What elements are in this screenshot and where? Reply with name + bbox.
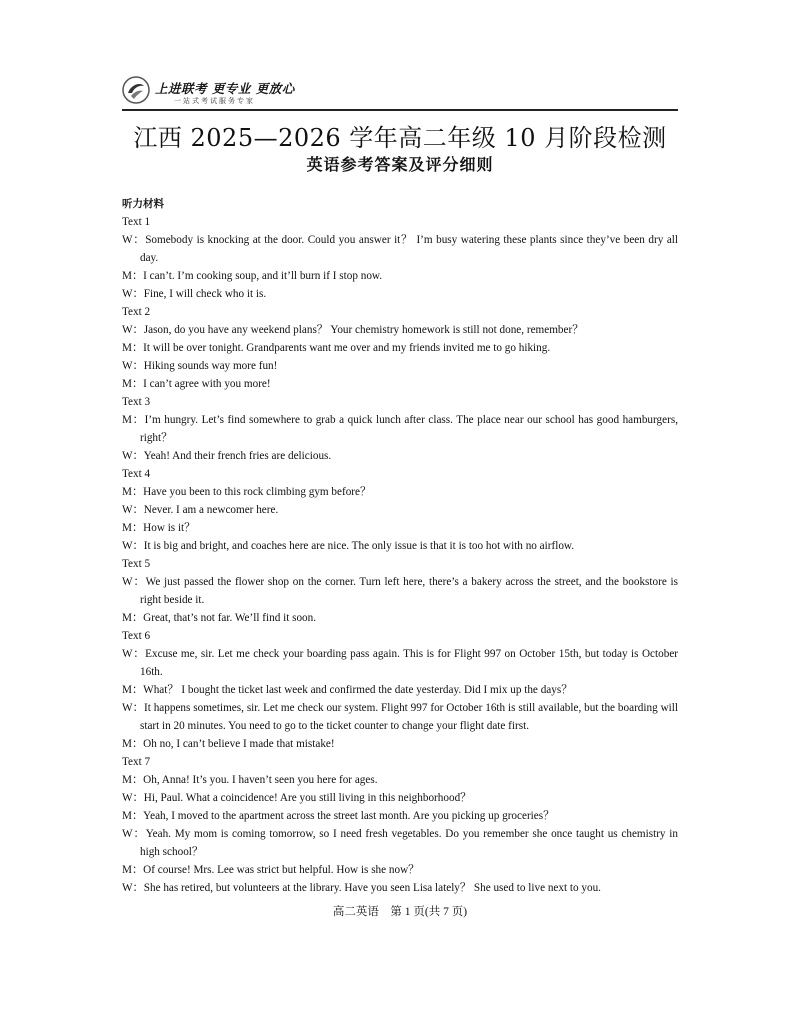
speaker-label: M： — [122, 270, 144, 282]
dialogue-text: Yeah! And their french fries are delicious. — [143, 450, 332, 462]
texts-container — [122, 213, 678, 897]
dialogue-text: Yeah. My mom is coming tomorrow, so I need fresh vegetables. Do you remember she once taught us chemistry in high school？ — [140, 828, 678, 858]
speaker-label: W： — [122, 450, 144, 462]
speaker-label: W： — [122, 360, 144, 372]
dialogue-text: I can’t. I’m cooking soup, and it’ll burn if I stop now. — [143, 270, 383, 282]
text-label: Text 1 — [122, 216, 151, 228]
dialogue-line — [122, 537, 678, 555]
speaker-label: M： — [122, 486, 144, 498]
text-label: Text 7 — [122, 756, 151, 768]
dialogue-line — [122, 483, 678, 501]
dialogue-text: It happens sometimes, sir. Let me check our system. Flight 997 for October 16th is still available, but the boarding will start in 20 minutes. You need to go to the ticket counter to change your flight date first. — [140, 702, 679, 732]
dialogue-text: Hi, Paul. What a coincidence! Are you still living in this neighborhood？ — [143, 792, 472, 804]
speaker-label: M： — [122, 774, 144, 786]
speaker-label: W： — [122, 576, 146, 588]
dialogue-text: Oh, Anna! It’s you. I haven’t seen you here for ages. — [143, 774, 378, 786]
dialogue-line — [122, 825, 678, 861]
dialogue-text: What？ I bought the ticket last week and confirmed the date yesterday. Did I mix up the days？ — [143, 684, 573, 696]
dialogue-line — [122, 267, 678, 285]
speaker-label: W： — [122, 324, 144, 336]
speaker-label: M： — [122, 684, 144, 696]
speaker-label: M： — [122, 738, 144, 750]
dialogue-text: I’m hungry. Let’s find somewhere to grab a quick lunch after class. The place near our school has good hamburgers, right？ — [140, 414, 678, 444]
speaker-label: M： — [122, 864, 144, 876]
logo-icon — [122, 76, 150, 104]
listening-transcript — [122, 195, 678, 897]
speaker-label: W： — [122, 828, 146, 840]
dialogue-line — [122, 807, 678, 825]
speaker-label: M： — [122, 378, 144, 390]
dialogue-line — [122, 447, 678, 465]
speaker-label: W： — [122, 288, 144, 300]
speaker-label: W： — [122, 792, 144, 804]
dialogue-text: Never. I am a newcomer here. — [143, 504, 279, 516]
dialogue-line — [122, 879, 678, 897]
dialogue-line — [122, 789, 678, 807]
text-label: Text 6 — [122, 630, 151, 642]
speaker-label: W： — [122, 882, 144, 894]
dialogue-text: Great, that’s not far. We’ll find it soon. — [143, 612, 317, 624]
dialogue-line — [122, 609, 678, 627]
dialogue-line — [122, 339, 678, 357]
dialogue-line — [122, 375, 678, 393]
page-title: 江西 2025—2026 学年高二年级 10 月阶段检测 — [133, 124, 667, 152]
dialogue-text: It will be over tonight. Grandparents want me over and my friends invited me to go hiking. — [143, 342, 551, 354]
dialogue-text: How is it？ — [143, 522, 196, 534]
speaker-label: W： — [122, 648, 146, 660]
dialogue-line — [122, 501, 678, 519]
dialogue-text: Somebody is knocking at the door. Could you answer it？ I’m busy watering these plants since they’ve been dry all day. — [140, 234, 678, 264]
dialogue-line — [122, 519, 678, 537]
text-label: Text 4 — [122, 468, 151, 480]
header-divider — [122, 109, 678, 111]
dialogue-text: It is big and bright, and coaches here are nice. The only issue is that it is too hot with no airflow. — [143, 540, 575, 552]
speaker-label: M： — [122, 810, 144, 822]
page-footer: 高二英语 第 1 页(共 7 页) — [332, 906, 468, 918]
dialogue-text: We just passed the flower shop on the corner. Turn left here, there’s a bakery across the street, and the bookstore is right beside it. — [140, 576, 678, 606]
speaker-label: W： — [122, 234, 146, 246]
dialogue-line — [122, 357, 678, 375]
logo-text: 上进联考 更专业 更放心 — [155, 81, 295, 96]
dialogue-line — [122, 411, 678, 447]
dialogue-line — [122, 231, 678, 267]
speaker-label: W： — [122, 540, 144, 552]
dialogue-line — [122, 285, 678, 303]
text-label: Text 2 — [122, 306, 151, 318]
dialogue-text: I can’t agree with you more! — [143, 378, 271, 390]
dialogue-text: She has retired, but volunteers at the library. Have you seen Lisa lately？ She used to live next to you. — [143, 882, 601, 894]
dialogue-line — [122, 573, 678, 609]
speaker-label: M： — [122, 342, 144, 354]
dialogue-text: Jason, do you have any weekend plans？ Your chemistry homework is still not done, remember？ — [143, 324, 584, 336]
dialogue-text: Of course! Mrs. Lee was strict but helpful. How is she now？ — [143, 864, 420, 876]
dialogue-line — [122, 645, 678, 681]
dialogue-text: Have you been to this rock climbing gym before？ — [143, 486, 372, 498]
dialogue-text: Yeah, I moved to the apartment across the street last month. Are you picking up groceries？ — [143, 810, 555, 822]
speaker-label: W： — [122, 702, 144, 714]
dialogue-line — [122, 771, 678, 789]
speaker-label: M： — [122, 522, 144, 534]
logo-tagline: 一站式考试服务专家 — [174, 97, 255, 105]
page-subtitle: 英语参考答案及评分细则 — [306, 155, 494, 174]
dialogue-text: Oh no, I can’t believe I made that mistake! — [143, 738, 335, 750]
section-title: 听力材料 — [122, 198, 164, 210]
speaker-label: W： — [122, 504, 144, 516]
dialogue-line — [122, 321, 678, 339]
dialogue-text: Excuse me, sir. Let me check your boarding pass again. This is for Flight 997 on October 15th, but today is October 16th. — [140, 648, 679, 678]
speaker-label: M： — [122, 612, 144, 624]
dialogue-line — [122, 735, 678, 753]
dialogue-text: Hiking sounds way more fun! — [143, 360, 278, 372]
page-header — [122, 76, 682, 112]
dialogue-line — [122, 861, 678, 879]
dialogue-text: Fine, I will check who it is. — [143, 288, 267, 300]
dialogue-line — [122, 681, 678, 699]
dialogue-line — [122, 699, 678, 735]
text-label: Text 5 — [122, 558, 151, 570]
speaker-label: M： — [122, 414, 145, 426]
text-label: Text 3 — [122, 396, 151, 408]
